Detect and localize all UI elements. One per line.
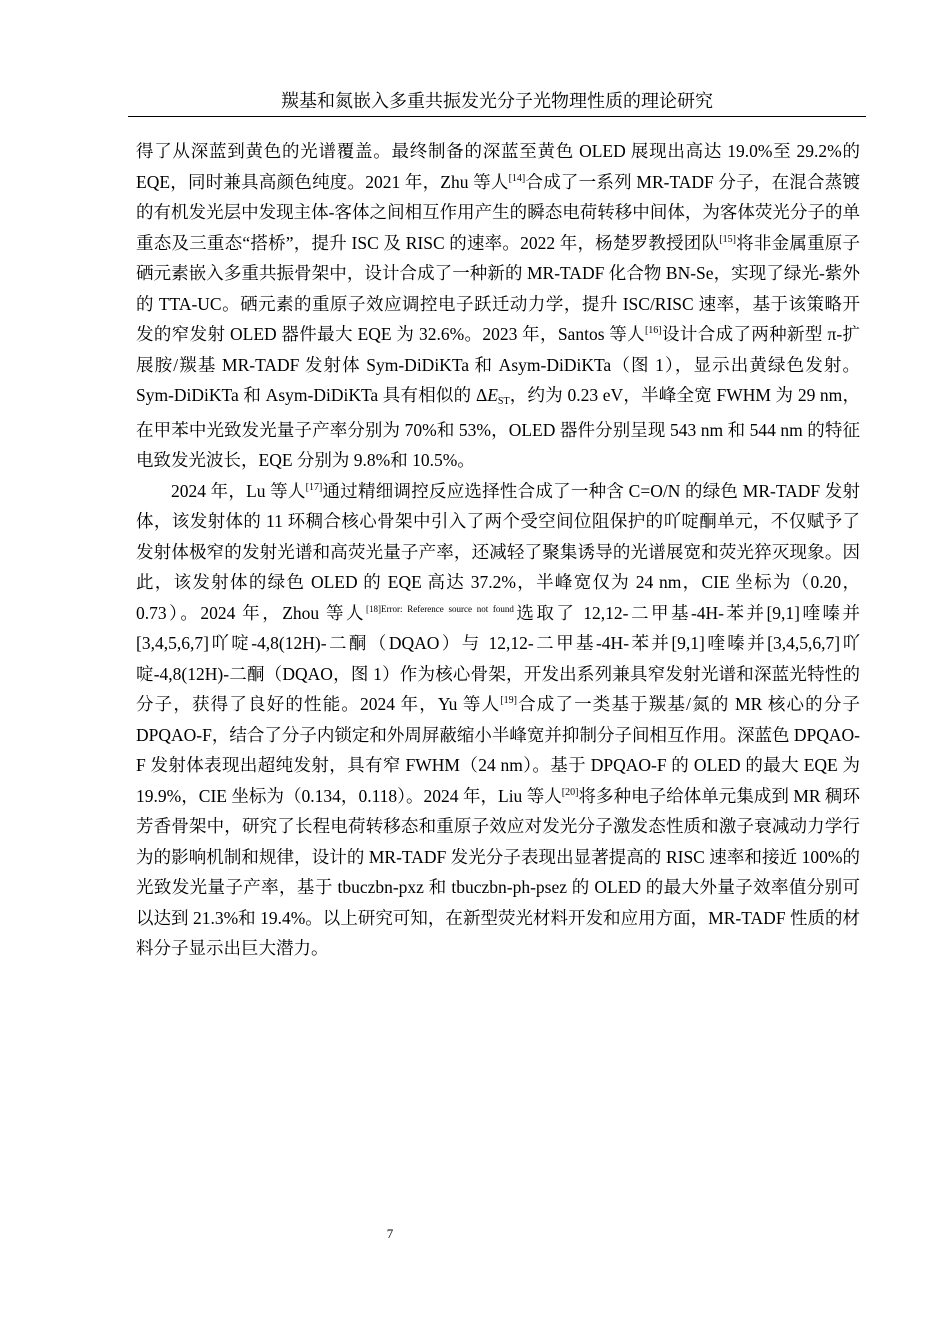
running-header-title: 羰基和氮嵌入多重共振发光分子光物理性质的理论研究 [281,91,713,111]
citation-14[interactable]: [14] [508,172,526,184]
text-run: 2024 年，Lu 等人 [171,480,306,501]
citation-20[interactable]: [20] [561,786,579,798]
body-text [136,136,860,964]
citation-15[interactable]: [15] [719,233,736,245]
paragraph-1 [136,136,860,476]
delta-e-symbol: E [487,385,498,405]
text-run: 将非金属重原子硒元素嵌入多重共振骨架中，设计合成了一种新的 MR-TADF 化合物 BN-Se，实现了绿光-紫外的 TTA-UC。硒元素的重原子效应调控电子跃迁动力学，提升 ISC/RISC 速率，基于该策略开发的窄发射 OLED 器件最大 EQE 为 32.6%。2023 年，Santos 等人 [136,232,861,344]
text-run: 设计合成了两种新型 π-扩展胺/羰基 MR-TADF 发射体 Sym-DiDiKTa 和 Asym-DiDiKTa（图 1），显示出黄绿色发射。Sym-DiDiKTa 和 Asym-DiDiKTa 具有相似的 Δ [136,324,861,405]
text-run: 得了从深蓝到黄色的光谱覆盖。最终制备的深蓝至黄色 OLED 展现出高达 19.0%至 29.2%的 EQE，同时兼具高颜色纯度。2021 年，Zhu 等人 [136,141,860,192]
text-run: 通过精细调控反应选择性合成了一种含 C=O/N 的绿色 MR-TADF 发射体，该发射体的 11 环稠合核心骨架中引入了两个受空间位阻保护的吖啶酮单元，不仅赋予了发射体极窄的发射光谱和高荧光量子产率，还减轻了聚集诱导的光谱展宽和荧光猝灭现象。因此，该发射体的绿色 OLED 的 EQE 高达 37.2%，半峰宽仅为 24 nm，CIE 坐标为（0.20，0.73）。2024 年，Zhou 等人 [136,480,860,623]
citation-17[interactable]: [17] [305,481,323,493]
text-run: 合成了一系列 MR-TADF 分子，在混合蒸镀的有机发光层中发现主体-客体之间相互作用产生的瞬态电荷转移中间体，为客体荧光分子的单重态及三重态“搭桥”，提升 ISC 及 RISC 的速率。2022 年，杨楚罗教授团队 [136,171,860,253]
delta-e-subscript: ST [497,396,510,407]
text-run: 选取了 12,12-二甲基-4H-苯并[9,1]喹嗪并[3,4,5,6,7]吖啶-4,8(12H)-二酮（DQAO）与 12,12-二甲基-4H-苯并[9,1]喹嗪并[3,4,5,6,7]吖啶-4,8(12H)-二酮（DQAO，图 1）作为核心骨架，开发出系列兼具窄发射光谱和深蓝光特性的分子，获得了良好的性能。2024 年，Yu 等人 [136,602,860,714]
citation-16[interactable]: [16] [644,325,662,336]
running-header [128,88,866,117]
text-run: 合成了一类基于羰基/氮的 MR 核心的分子 DPQAO-F，结合了分子内锁定和外周屏蔽缩小半峰宽并抑制分子间相互作用。深蓝色 DPQAO-F 发射体表现出超纯发射，具有窄 FWHM（24 nm）。基于 DPQAO-F 的 OLED 的最大 EQE 为 19.9%，CIE 坐标为（0.134，0.118）。2024 年，Liu 等人 [136,694,861,806]
text-run: 将多种电子给体单元集成到 MR 稠环芳香骨架中，研究了长程电荷转移态和重原子效应对发光分子激发态性质和激子衰减动力学行为的影响机制和规律，设计的 MR-TADF 发光分子表现出显著提高的 RISC 速率和接近 100%的光致发光量子产率，基于 tbuczbn-pxz 和 tbuczbn-ph-psez 的 OLED 的最大外量子效率值分别可以达到 21.3%和 19.4%。以上研究可知，在新型荧光材料开发和应用方面，MR-TADF 性质的材料分子显示出巨大潜力。 [136,785,861,958]
citation-18-error[interactable]: [18]Error: Reference source not found [366,603,514,614]
paragraph-2 [136,476,860,964]
citation-19[interactable]: [19] [500,695,517,706]
text-run: ，约为 0.23 eV，半峰全宽 FWHM 为 29 nm，在甲苯中光致发光量子产率分别为 70%和 53%，OLED 器件分别呈现 543 nm 和 544 nm 的特征电致发光波长，EQE 分别为 9.8%和 10.5%。 [136,385,861,470]
page-number: 7 [386,1226,394,1241]
